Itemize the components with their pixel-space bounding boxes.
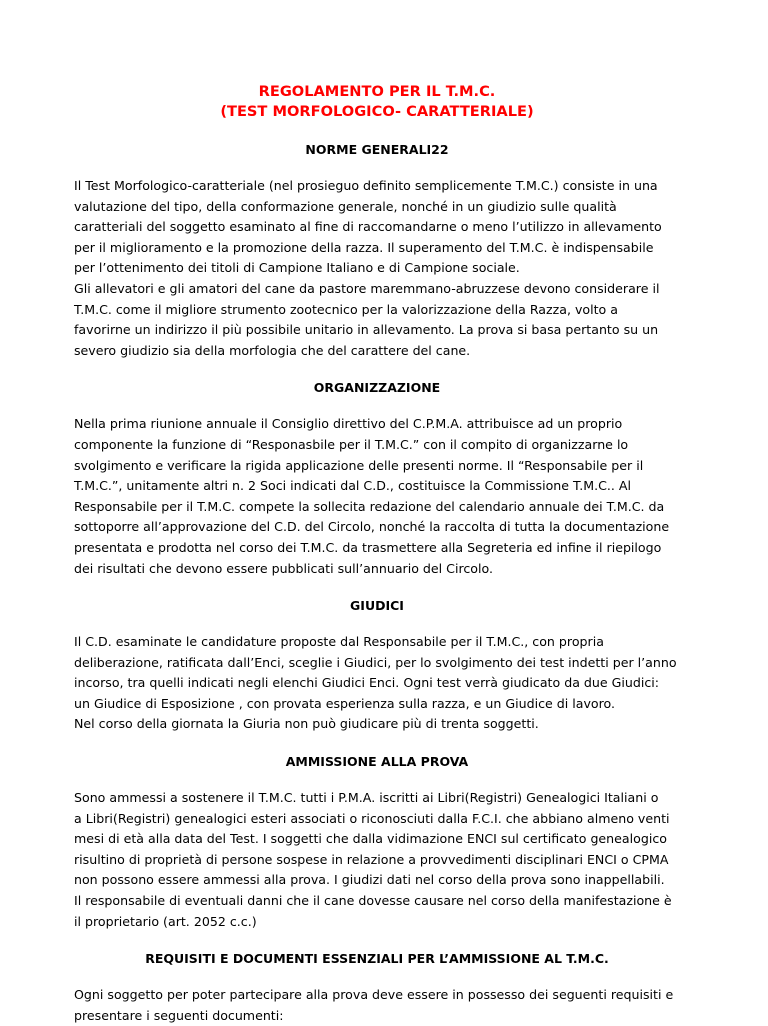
paragraph-line: Il responsabile di eventuali danni che il cane dovesse causare nel corso della manifestazione è xyxy=(74,893,672,909)
paragraph-line: Il C.D. esaminate le candidature proposte dal Responsabile per il T.M.C., con propria xyxy=(74,634,604,650)
paragraph-line: T.M.C. come il migliore strumento zootecnico per la valorizzazione della Razza, volto a xyxy=(74,301,618,317)
section-paragraph xyxy=(74,414,680,579)
section-heading: REQUISITI E DOCUMENTI ESSENZIALI PER L’AMMISSIONE AL T.M.C. xyxy=(145,951,609,967)
paragraph-line: per il miglioramento e la promozione della razza. Il superamento del T.M.C. è indispensabile xyxy=(74,239,654,255)
paragraph-line: deliberazione, ratificata dall’Enci, sceglie i Giudici, per lo svolgimento dei test indetti per l’anno xyxy=(74,654,677,670)
paragraph-line: T.M.C.”, unitamente altri n. 2 Soci indicati dal C.D., costituisce la Commissione T.M.C.. Al xyxy=(74,478,632,494)
paragraph-line: non possono essere ammessi alla prova. I giudizi dati nel corso della prova sono inappellabili. xyxy=(74,872,665,888)
paragraph-line: Responsabile per il T.M.C. compete la sollecita redazione del calendario annuale dei T.M.C. da xyxy=(74,498,665,514)
paragraph-line: presentata e prodotta nel corso dei T.M.C. da trasmettere alla Segreteria ed infine il riepilogo xyxy=(74,539,662,555)
title-line-1: REGOLAMENTO PER IL T.M.C. xyxy=(258,83,496,100)
paragraph-line: Nella prima riunione annuale il Consiglio direttivo del C.P.M.A. attribuisce ad un proprio xyxy=(74,416,623,432)
paragraph-line: dei risultati che devono essere pubblicati sull’annuario del Circolo. xyxy=(74,560,493,576)
paragraph-line: presentare i seguenti documenti: xyxy=(74,1007,284,1023)
paragraph-line: componente la funzione di “Responasbile per il T.M.C.” con il compito di organizzarne lo xyxy=(74,436,629,452)
section-heading: NORME GENERALI22 xyxy=(305,142,449,157)
document-title xyxy=(74,82,680,122)
paragraph-line: favorirne un indirizzo il più possibile unitario in allevamento. La prova si basa pertanto su un xyxy=(74,322,659,338)
section-paragraph xyxy=(74,788,680,932)
title-line-2: (TEST MORFOLOGICO- CARATTERIALE) xyxy=(220,103,534,120)
paragraph-line: Il Test Morfologico-caratteriale (nel prosieguo definito semplicemente T.M.C.) consiste in una xyxy=(74,178,658,193)
paragraph-line: Sono ammessi a sostenere il T.M.C. tutti i P.M.A. iscritti ai Libri(Registri) Genealogici Italiani o xyxy=(74,790,659,806)
document-body xyxy=(74,142,680,1026)
section-heading: AMMISSIONE ALLA PROVA xyxy=(285,754,469,770)
section-paragraph xyxy=(74,985,680,1026)
paragraph-line: Nel corso della giornata la Giuria non può giudicare più di trenta soggetti. xyxy=(74,716,539,732)
paragraph-line: svolgimento e verificare la rigida applicazione delle presenti norme. Il “Responsabile per il xyxy=(74,457,644,473)
section-heading: ORGANIZZAZIONE xyxy=(313,380,441,396)
paragraph-line: caratteriali del soggetto esaminato al fine di raccomandarne o meno l’utilizzo in allevamento xyxy=(74,219,662,235)
paragraph-line: per l’ottenimento dei titoli di Campione Italiano e di Campione sociale. xyxy=(74,260,520,276)
section-paragraph xyxy=(74,632,680,735)
paragraph-line: mesi di età alla data del Test. I soggetti che dalla vidimazione ENCI sul certificato genealogico xyxy=(74,831,667,847)
section-heading: GIUDICI xyxy=(350,598,404,614)
paragraph-line: valutazione del tipo, della conformazione generale, nonché in un giudizio sulle qualità xyxy=(74,198,617,214)
section-paragraph xyxy=(74,176,680,361)
paragraph-line: Gli allevatori e gli amatori del cane da pastore maremmano-abruzzese devono considerare il xyxy=(74,280,660,296)
paragraph-line: il proprietario (art. 2052 c.c.) xyxy=(74,913,257,929)
paragraph-line: risultino di proprietà di persone sospese in relazione a provvedimenti disciplinari ENCI o CPMA xyxy=(74,851,669,867)
paragraph-line: a Libri(Registri) genealogici esteri associati o riconosciuti dalla F.C.I. che abbiano almeno venti xyxy=(74,810,670,826)
paragraph-line: sottoporre all’approvazione del C.D. del Circolo, nonché la raccolta di tutta la documentazione xyxy=(74,519,670,535)
paragraph-line: un Giudice di Esposizione , con provata esperienza sulla razza, e un Giudice di lavoro. xyxy=(74,695,616,711)
paragraph-line: severo giudizio sia della morfologia che del carattere del cane. xyxy=(74,342,471,358)
paragraph-line: incorso, tra quelli indicati negli elenchi Giudici Enci. Ogni test verrà giudicato da due Giudici: xyxy=(74,675,660,691)
paragraph-line: Ogni soggetto per poter partecipare alla prova deve essere in possesso dei seguenti requisiti e xyxy=(74,987,674,1003)
